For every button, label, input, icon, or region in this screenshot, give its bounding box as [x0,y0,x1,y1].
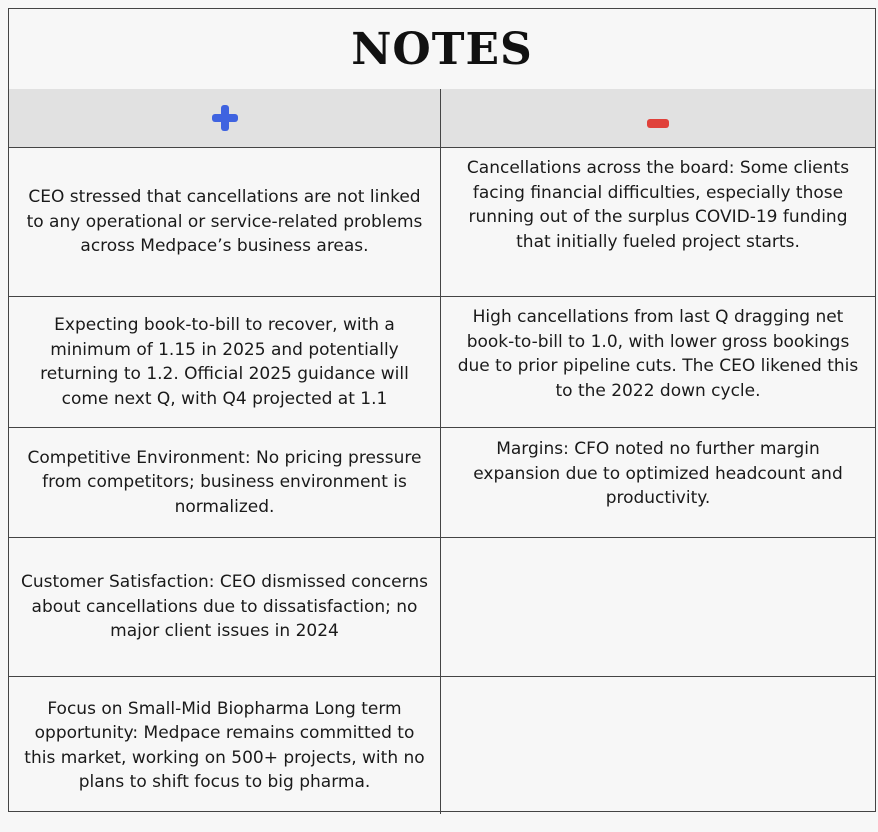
positive-column-header [9,89,441,147]
page-title: NOTES [351,23,533,75]
negative-note [441,677,875,814]
table-row [9,148,875,297]
plus-icon [212,105,238,131]
notes-table [8,8,876,812]
positive-note: Competitive Environment: No pricing pressure from competitors; business environment is normalized. [9,428,441,537]
table-row [9,677,875,814]
notes-rows [9,148,875,814]
title-row [9,9,875,90]
negative-column-header [441,89,875,147]
table-row [9,297,875,428]
negative-note [441,538,875,676]
positive-note: Expecting book-to-bill to recover, with a minimum of 1.15 in 2025 and potentially returning to 1.2. Official 2025 guidance will come next Q, with Q4 projected at 1.1 [9,297,441,427]
negative-note: Cancellations across the board: Some clients facing financial difficulties, especially those running out of the surplus COVID-19 funding that initially fueled project starts. [466,158,850,252]
positive-note: CEO stressed that cancellations are not linked to any operational or service-related problems across Medpace’s business areas. [9,148,441,296]
table-row [9,428,875,538]
minus-icon [647,119,669,128]
table-row [9,538,875,677]
negative-note: Margins: CFO noted no further margin expansion due to optimized headcount and productivity. [473,439,843,508]
header-row [9,89,875,148]
negative-note: High cancellations from last Q dragging net book-to-bill to 1.0, with lower gross bookings due to prior pipeline cuts. The CEO likened this to the 2022 down cycle. [457,307,859,401]
positive-note: Customer Satisfaction: CEO dismissed concerns about cancellations due to dissatisfaction; no major client issues in 2024 [9,538,441,676]
positive-note: Focus on Small-Mid Biopharma Long term opportunity: Medpace remains committed to this market, working on 500+ projects, with no plans to shift focus to big pharma. [9,677,441,814]
